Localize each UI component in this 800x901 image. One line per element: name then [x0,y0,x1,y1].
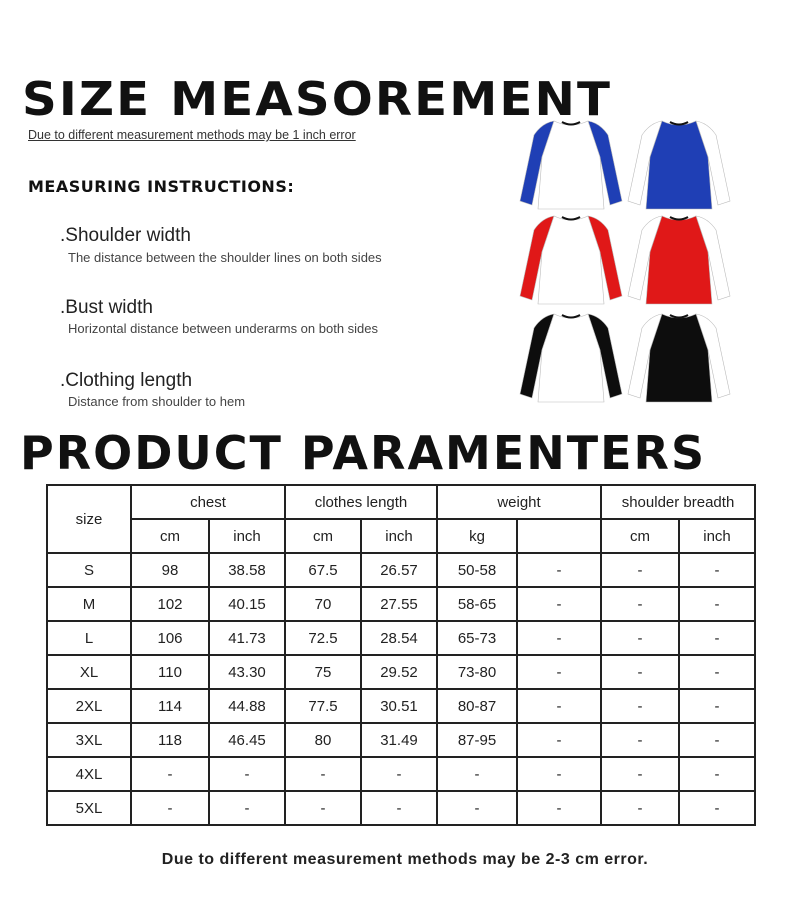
table-cell: 40.15 [209,587,285,621]
product-parameters-title: PRODUCT PARAMENTERS [20,426,707,480]
table-cell: - [601,723,679,757]
shoulder-width-desc: The distance between the shoulder lines on both sides [68,250,382,265]
table-row [47,621,755,655]
bust-width-title: .Bust width [60,297,153,318]
table-cell: - [209,791,285,825]
weight-header: weight [437,485,601,519]
table-cell: - [517,689,601,723]
table-cell: - [679,689,755,723]
table-cell: 87-95 [437,723,517,757]
table-cell: - [679,723,755,757]
size-cell: XL [47,655,131,689]
table-row [47,757,755,791]
clothing-length-desc: Distance from shoulder to hem [68,394,246,409]
unit-header-cell: inch [361,519,437,553]
unit-header-cell [517,519,601,553]
table-cell: 75 [285,655,361,689]
table-cell: 118 [131,723,209,757]
table-cell: - [361,757,437,791]
table-cell: - [601,791,679,825]
shirt-image-color-body [624,117,734,216]
table-cell: 28.54 [361,621,437,655]
table-header-row [47,485,755,519]
table-cell: - [517,723,601,757]
table-cell: - [517,791,601,825]
table-row [47,587,755,621]
table-cell: - [679,553,755,587]
table-cell: 114 [131,689,209,723]
table-cell: 31.49 [361,723,437,757]
clothing-length-title: .Clothing length [60,370,193,391]
table-cell: 98 [131,553,209,587]
table-cell: 41.73 [209,621,285,655]
table-cell: 102 [131,587,209,621]
table-cell: - [601,587,679,621]
table-cell: - [517,553,601,587]
table-cell: - [437,757,517,791]
table-cell: 73-80 [437,655,517,689]
shirt-image-white-body [516,117,626,216]
table-cell: - [601,757,679,791]
table-cell: 80-87 [437,689,517,723]
size-cell: 5XL [47,791,131,825]
table-cell: 77.5 [285,689,361,723]
bust-width-desc: Horizontal distance between underarms on both sides [68,321,379,336]
table-cell: 46.45 [209,723,285,757]
table-cell: 50-58 [437,553,517,587]
table-row [47,689,755,723]
table-cell: 29.52 [361,655,437,689]
unit-header-cell: inch [209,519,285,553]
measuring-instructions-heading: MEASURING INSTRUCTIONS: [28,177,295,196]
shirt-image-color-body [624,212,734,311]
table-cell: 43.30 [209,655,285,689]
table-cell: - [285,757,361,791]
size-cell: 3XL [47,723,131,757]
measurement-error-note: Due to different measurement methods may be 1 inch error [28,128,356,142]
table-cell: 67.5 [285,553,361,587]
size-cell: 4XL [47,757,131,791]
size-cell: S [47,553,131,587]
size-cell: M [47,587,131,621]
table-row [47,553,755,587]
table-cell: 44.88 [209,689,285,723]
table-cell: 106 [131,621,209,655]
table-cell: - [679,757,755,791]
shirt-image-color-body [624,310,734,409]
table-cell: - [209,757,285,791]
unit-header-cell: cm [131,519,209,553]
table-cell: - [601,553,679,587]
table-row [47,655,755,689]
table-cell: - [517,757,601,791]
table-cell: 72.5 [285,621,361,655]
unit-header-cell: kg [437,519,517,553]
table-cell: - [601,689,679,723]
unit-header-cell: cm [601,519,679,553]
table-cell: - [679,587,755,621]
table-cell: - [679,791,755,825]
table-cell: 80 [285,723,361,757]
shirt-image-white-body [516,212,626,311]
unit-header-cell: cm [285,519,361,553]
table-cell: - [131,757,209,791]
table-cell: 38.58 [209,553,285,587]
size-measurement-title: SIZE MEASOREMENT [22,72,613,126]
table-cell: - [679,655,755,689]
table-cell: - [131,791,209,825]
table-cell: 27.55 [361,587,437,621]
table-cell: - [285,791,361,825]
table-cell: - [517,621,601,655]
size-cell: 2XL [47,689,131,723]
table-cell: - [517,587,601,621]
size-header: size [47,485,131,553]
chest-header: chest [131,485,285,519]
shoulder-width-title: .Shoulder width [60,225,191,246]
table-cell: - [517,655,601,689]
table-unit-row [47,519,755,553]
size-table [46,484,756,826]
table-cell: 58-65 [437,587,517,621]
bottom-error-note: Due to different measurement methods may be 2-3 cm error. [161,851,649,868]
table-cell: 70 [285,587,361,621]
table-cell: - [679,621,755,655]
table-cell: - [361,791,437,825]
table-cell: - [437,791,517,825]
table-cell: - [601,621,679,655]
table-cell: - [601,655,679,689]
shoulder-breadth-header: shoulder breadth [601,485,755,519]
table-cell: 30.51 [361,689,437,723]
table-cell: 65-73 [437,621,517,655]
unit-header-cell: inch [679,519,755,553]
table-row [47,791,755,825]
table-row [47,723,755,757]
clothes-length-header: clothes length [285,485,437,519]
shirt-image-white-body [516,310,626,409]
table-cell: 26.57 [361,553,437,587]
size-cell: L [47,621,131,655]
table-cell: 110 [131,655,209,689]
